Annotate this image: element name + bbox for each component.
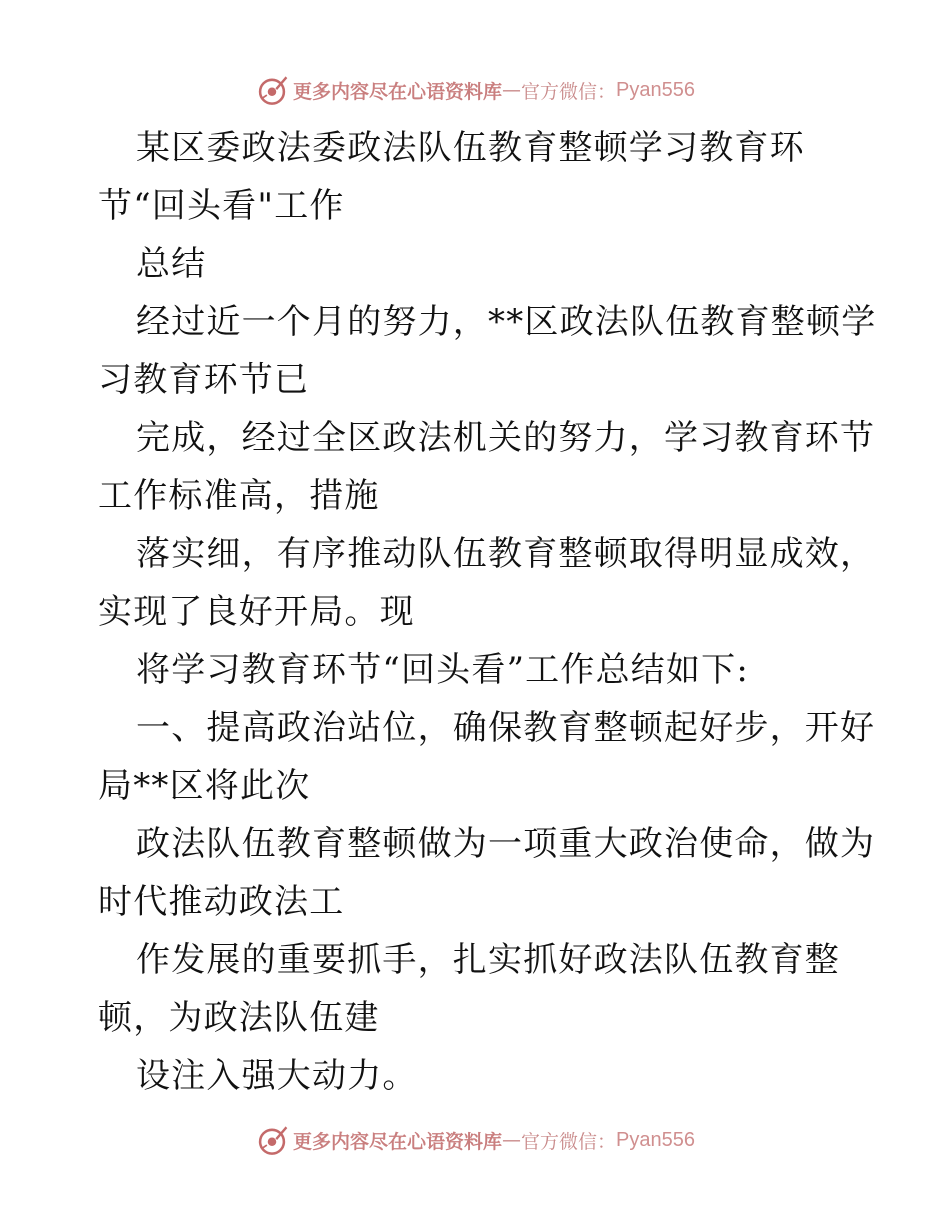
watermark-id: Pyan556: [616, 1128, 695, 1151]
watermark-label: 官方微信：: [521, 1130, 617, 1153]
watermark-title: 更多内容尽在心语资料库: [293, 1130, 503, 1153]
paragraph-line: 将学习教育环节“回头看”工作总结如下:: [136, 650, 750, 690]
paragraph-line: 局**区将此次: [98, 766, 311, 806]
watermark-label: 官方微信：: [521, 80, 617, 103]
paragraph-line: 时代推动政法工: [98, 882, 345, 922]
paragraph-line: 经过近一个月的努力，**区政法队伍教育整顿学: [136, 302, 877, 342]
paragraph-line: 设注入强大动力。: [136, 1056, 418, 1096]
document-title-line-2: 节“回头看"工作: [98, 186, 345, 226]
watermark-id: Pyan556: [616, 78, 695, 101]
watermark-title: 更多内容尽在心语资料库: [293, 80, 503, 103]
paragraph-line: 工作标准高，措施: [98, 476, 380, 516]
paragraph-line: 顿，为政法队伍建: [98, 998, 380, 1038]
document-title-line-3: 总结: [136, 244, 207, 284]
section-heading-line: 一、提高政治站位，确保教育整顿起好步，开好: [136, 708, 876, 748]
paragraph-line: 习教育环节已: [98, 360, 310, 400]
pen-logo-icon: [255, 1123, 289, 1157]
pen-logo-icon: [255, 73, 289, 107]
watermark-dash: —: [502, 1129, 522, 1151]
document-title-line-1: 某区委政法委政法队伍教育整顿学习教育环: [136, 128, 805, 168]
footer-watermark: [0, 1120, 950, 1160]
paragraph-line: 实现了良好开局。现: [98, 592, 415, 632]
watermark-dash: —: [502, 79, 522, 101]
header-watermark: [0, 70, 950, 110]
paragraph-line: 落实细，有序推动队伍教育整顿取得明显成效，: [136, 534, 876, 574]
paragraph-line: 完成，经过全区政法机关的努力，学习教育环节: [136, 418, 876, 458]
paragraph-line: 政法队伍教育整顿做为一项重大政治使命，做为: [136, 824, 876, 864]
paragraph-line: 作发展的重要抓手，扎实抓好政法队伍教育整: [136, 940, 840, 980]
